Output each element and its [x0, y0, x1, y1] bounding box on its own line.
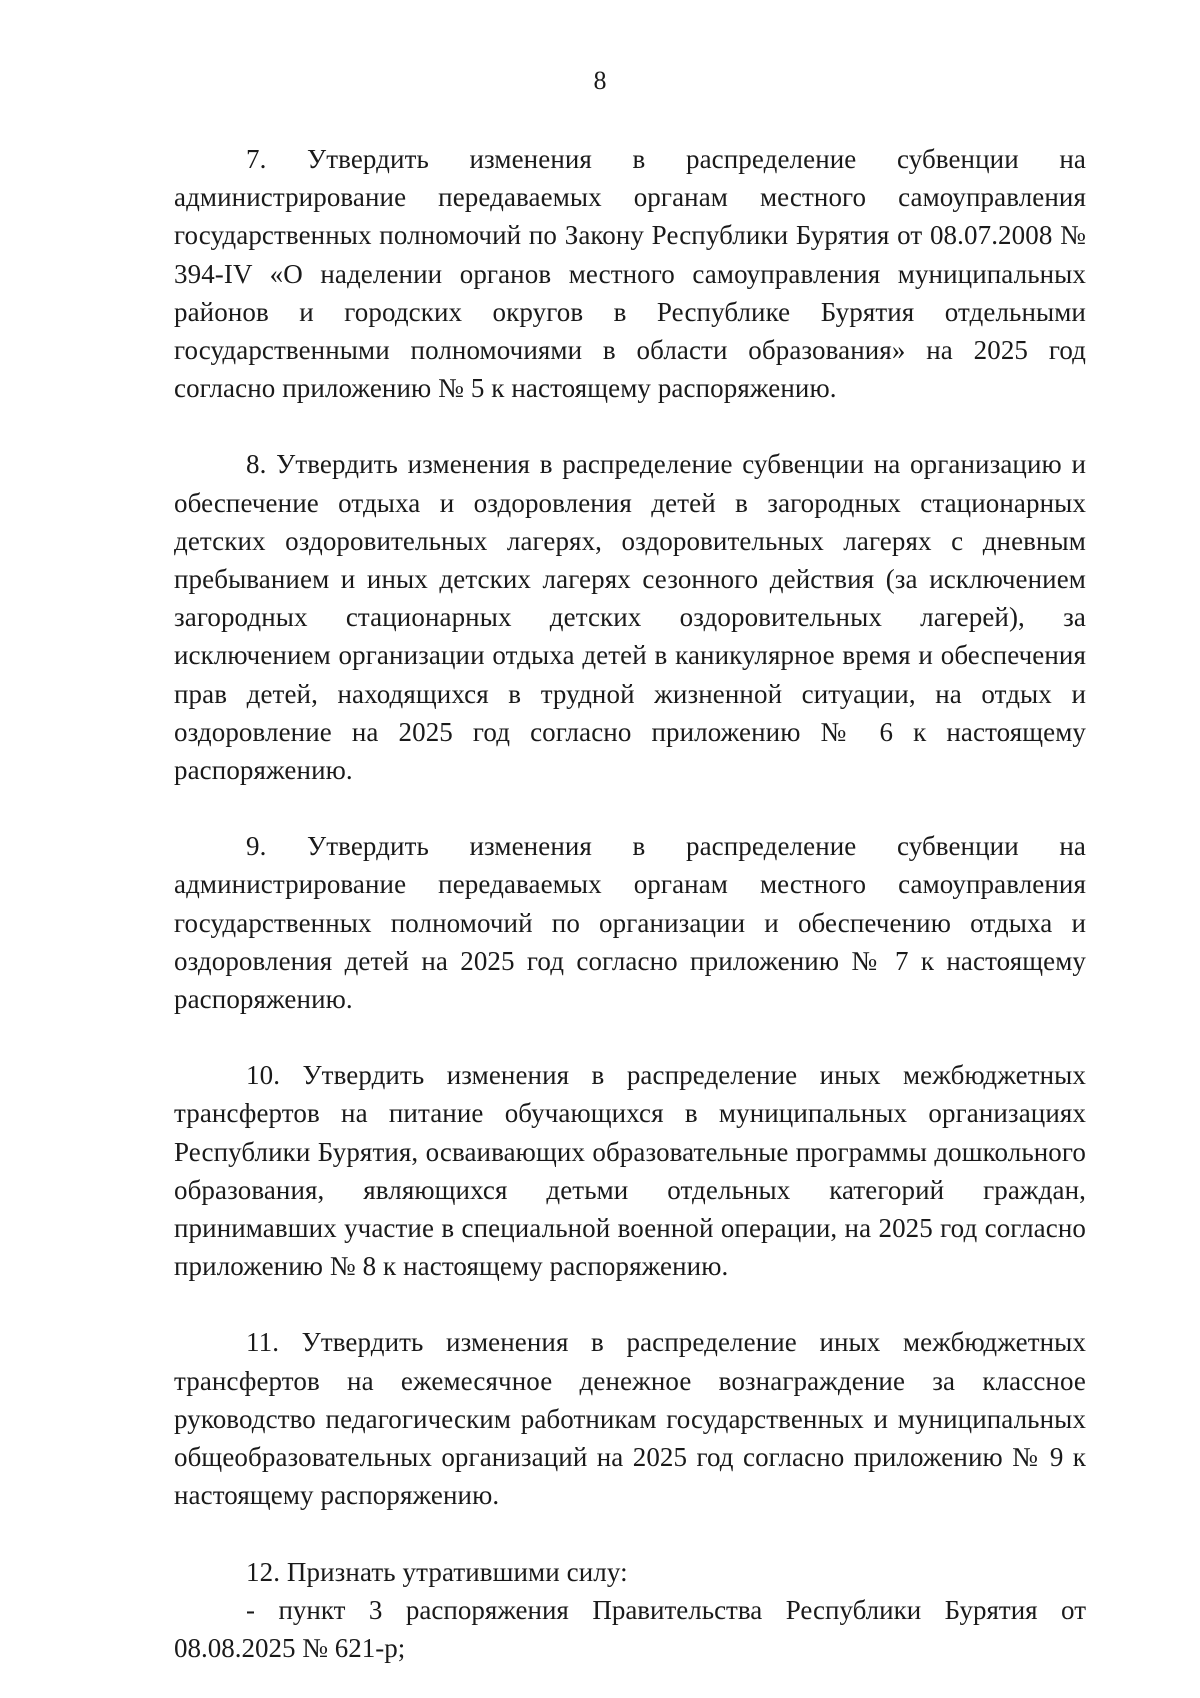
paragraph-9: 9. Утвердить изменения в распределение субвенции на администрирование передаваемых органам местного самоуправления государственных полномочий по организации и обеспечению отдыха и оздоровления детей на 2025 год согласно приложению № 7 к настоящему распоряжению.: [174, 831, 1086, 1015]
paragraph-7: 7. Утвердить изменения в распределение субвенции на администрирование передаваемых органам местного самоуправления государственных полномочий по Закону Республики Бурятия от 08.07.2008 № 394-IV «О наделении органов местного самоуправления муниципальных районов и городских округов в Республике Бурятия отдельными государственными полномочиями в области образования» на 2025 год согласно приложению № 5 к настоящему распоряжению.: [174, 144, 1086, 404]
paragraph-12: 12. Признать утратившими силу:: [246, 1556, 628, 1587]
document-body: [174, 140, 1086, 1667]
paragraph-11: 11. Утвердить изменения в распределение иных межбюджетных трансфертов на ежемесячное денежное вознаграждение за классное руководство педагогическим работникам государственных и муниципальных общеобразовательных организаций на 2025 год согласно приложению № 9 к настоящему распоряжению.: [174, 1327, 1086, 1511]
paragraph-10: 10. Утвердить изменения в распределение иных межбюджетных трансфертов на питание обучающихся в муниципальных организациях Республики Бурятия, осваивающих образовательные программы дошкольного образования, являющихся детьми отдельных категорий граждан, принимавших участие в специальной военной операции, на 2025 год согласно приложению № 8 к настоящему распоряжению.: [174, 1060, 1086, 1282]
paragraph-8: 8. Утвердить изменения в распределение субвенции на организацию и обеспечение отдыха и оздоровления детей в загородных стационарных детских оздоровительных лагерях, оздоровительных лагерях с дневным пребыванием и иных детских лагерях сезонного действия (за исключением загородных стационарных детских оздоровительных лагерей), за исключением организации отдыха детей в каникулярное время и обеспечения прав детей, находящихся в трудной жизненной ситуации, на отдых и оздоровление на 2025 год согласно приложению № 6 к настоящему распоряжению.: [174, 449, 1086, 786]
paragraph-12-item: - пункт 3 распоряжения Правительства Республики Бурятия от 08.08.2025 № 621-р;: [174, 1594, 1086, 1663]
page-number: 8: [593, 66, 607, 95]
